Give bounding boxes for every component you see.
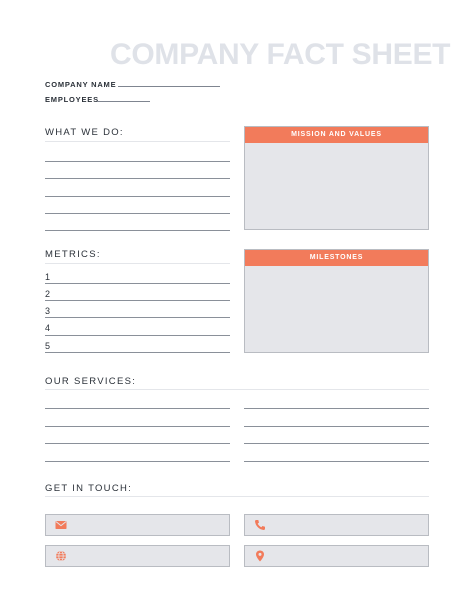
- services-line[interactable]: [244, 443, 429, 444]
- services-line[interactable]: [45, 408, 230, 409]
- section-divider: [45, 496, 429, 497]
- metric-number: 4: [45, 323, 51, 333]
- what-we-do-line[interactable]: [45, 230, 230, 231]
- metric-number: 2: [45, 289, 51, 299]
- section-divider: [45, 141, 230, 142]
- metric-number: 1: [45, 272, 51, 282]
- what-we-do-line[interactable]: [45, 196, 230, 197]
- services-line[interactable]: [244, 408, 429, 409]
- email-icon: [55, 519, 67, 531]
- address-field[interactable]: [244, 545, 429, 567]
- mission-values-header: MISSION AND VALUES: [245, 127, 428, 143]
- company-name-label: COMPANY NAME: [45, 80, 117, 89]
- website-field[interactable]: [45, 545, 230, 567]
- phone-icon: [254, 519, 266, 531]
- services-line[interactable]: [45, 426, 230, 427]
- globe-icon: [55, 550, 67, 562]
- section-divider: [45, 263, 230, 264]
- phone-field[interactable]: [244, 514, 429, 536]
- mission-values-panel[interactable]: [244, 126, 429, 230]
- milestones-header: MILESTONES: [245, 250, 428, 266]
- metric-line[interactable]: [45, 352, 230, 353]
- metrics-heading: METRICS:: [45, 249, 101, 260]
- metric-line[interactable]: [45, 317, 230, 318]
- milestones-panel[interactable]: [244, 249, 429, 353]
- our-services-heading: OUR SERVICES:: [45, 376, 137, 387]
- email-field[interactable]: [45, 514, 230, 536]
- what-we-do-heading: WHAT WE DO:: [45, 127, 124, 138]
- metric-number: 3: [45, 306, 51, 316]
- services-line[interactable]: [244, 426, 429, 427]
- company-name-field[interactable]: [118, 86, 220, 87]
- services-line[interactable]: [45, 461, 230, 462]
- get-in-touch-heading: GET IN TOUCH:: [45, 483, 133, 494]
- metric-line[interactable]: [45, 335, 230, 336]
- what-we-do-line[interactable]: [45, 161, 230, 162]
- employees-field[interactable]: [97, 101, 150, 102]
- location-pin-icon: [254, 550, 266, 562]
- what-we-do-line[interactable]: [45, 213, 230, 214]
- metric-line[interactable]: [45, 300, 230, 301]
- metric-line[interactable]: [45, 283, 230, 284]
- page-title: COMPANY FACT SHEET: [110, 38, 451, 71]
- services-line[interactable]: [244, 461, 429, 462]
- what-we-do-line[interactable]: [45, 178, 230, 179]
- section-divider: [45, 389, 429, 390]
- employees-label: EMPLOYEES: [45, 95, 99, 104]
- services-line[interactable]: [45, 443, 230, 444]
- metric-number: 5: [45, 341, 51, 351]
